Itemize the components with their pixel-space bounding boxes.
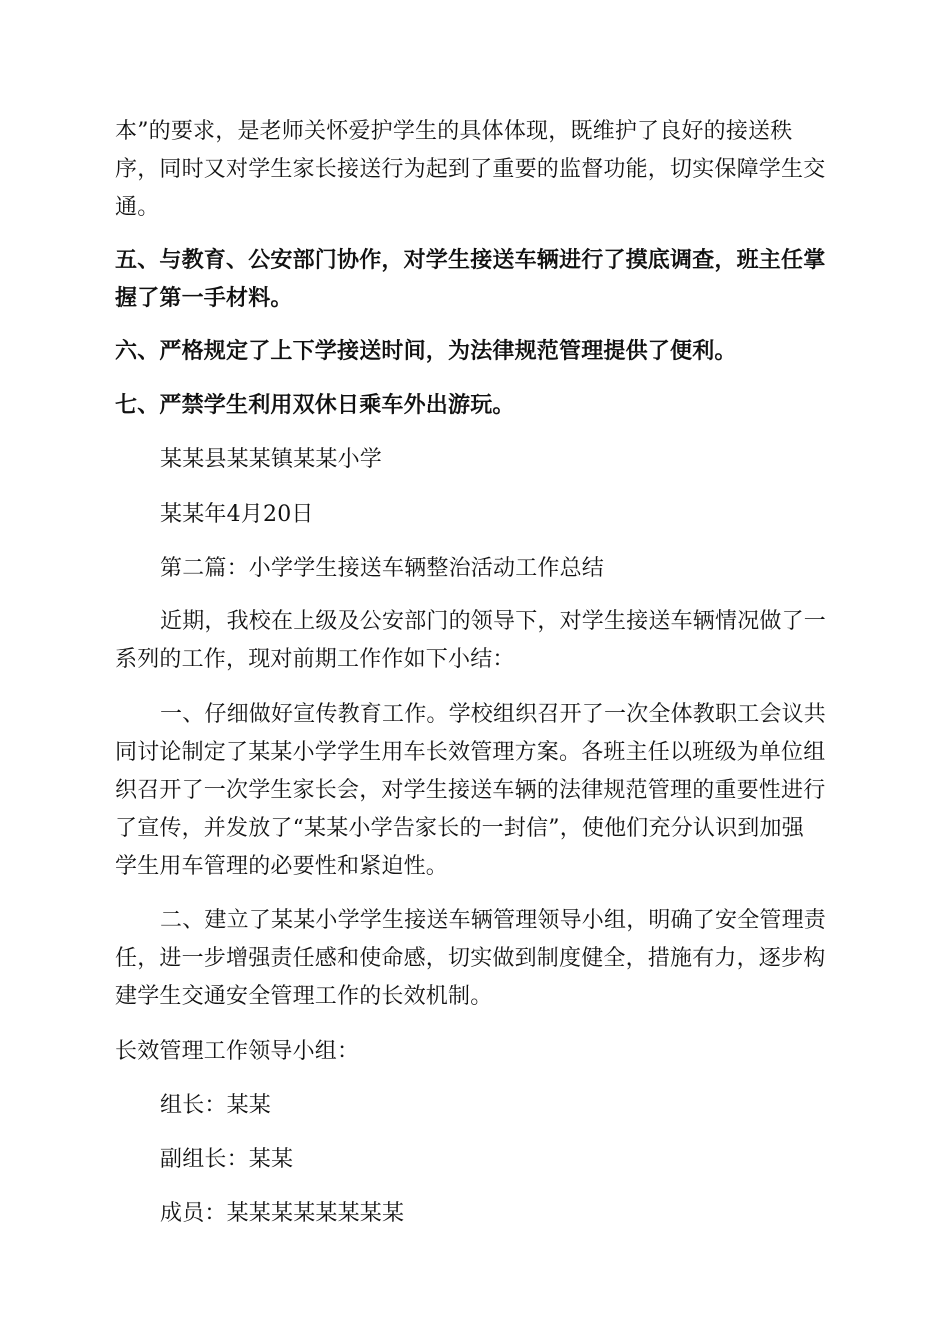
paragraph-line: 本”的要求，是老师关怀爱护学生的具体体现，既维护了良好的接送秩 — [115, 119, 793, 144]
section-two-line: 任，进一步增强责任感和使命感，切实做到制度健全，措施有力，逐步构 — [115, 946, 826, 971]
group-vice-leader: 副组长：某某 — [160, 1147, 294, 1172]
paragraph-line: 通。 — [115, 195, 160, 220]
section-two-line: 二、建立了某某小学学生接送车辆管理领导小组，明确了安全管理责 — [160, 908, 827, 933]
section-one-line: 同讨论制定了某某小学学生用车长效管理方案。各班主任以班级为单位组 — [115, 740, 826, 765]
item-six: 六、严格规定了上下学接送时间，为法律规范管理提供了便利。 — [115, 339, 737, 364]
intro-line: 系列的工作，现对前期工作作如下小结： — [115, 647, 515, 672]
item-five-line: 五、与教育、公安部门协作，对学生接送车辆进行了摸底调查，班主任掌 — [115, 248, 826, 273]
intro-line: 近期，我校在上级及公安部门的领导下，对学生接送车辆情况做了一 — [160, 609, 827, 634]
section-one-line: 学生用车管理的必要性和紧迫性。 — [115, 854, 449, 879]
date: 某某年4月20日 — [160, 502, 314, 527]
section-one-line: 一、仔细做好宣传教育工作。学校组织召开了一次全体教职工会议共 — [160, 702, 827, 727]
group-members: 成员：某某某某某某某某 — [160, 1201, 405, 1226]
paragraph-line: 序，同时又对学生家长接送行为起到了重要的监督功能，切实保障学生交 — [115, 157, 826, 182]
school-name: 某某县某某镇某某小学 — [160, 447, 383, 472]
item-five-line: 握了第一手材料。 — [115, 286, 293, 311]
section-two-line: 建学生交通安全管理工作的长效机制。 — [115, 984, 493, 1009]
part-two-title: 第二篇：小学学生接送车辆整治活动工作总结 — [160, 556, 605, 581]
group-title: 长效管理工作领导小组： — [115, 1039, 360, 1064]
item-seven: 七、严禁学生利用双休日乘车外出游玩。 — [115, 393, 515, 418]
section-one-line: 了宣传，并发放了“某某小学告家长的一封信”，使他们充分认识到加强 — [115, 816, 804, 841]
section-one-line: 织召开了一次学生家长会，对学生接送车辆的法律规范管理的重要性进行 — [115, 778, 826, 803]
group-leader: 组长：某某 — [160, 1093, 272, 1118]
